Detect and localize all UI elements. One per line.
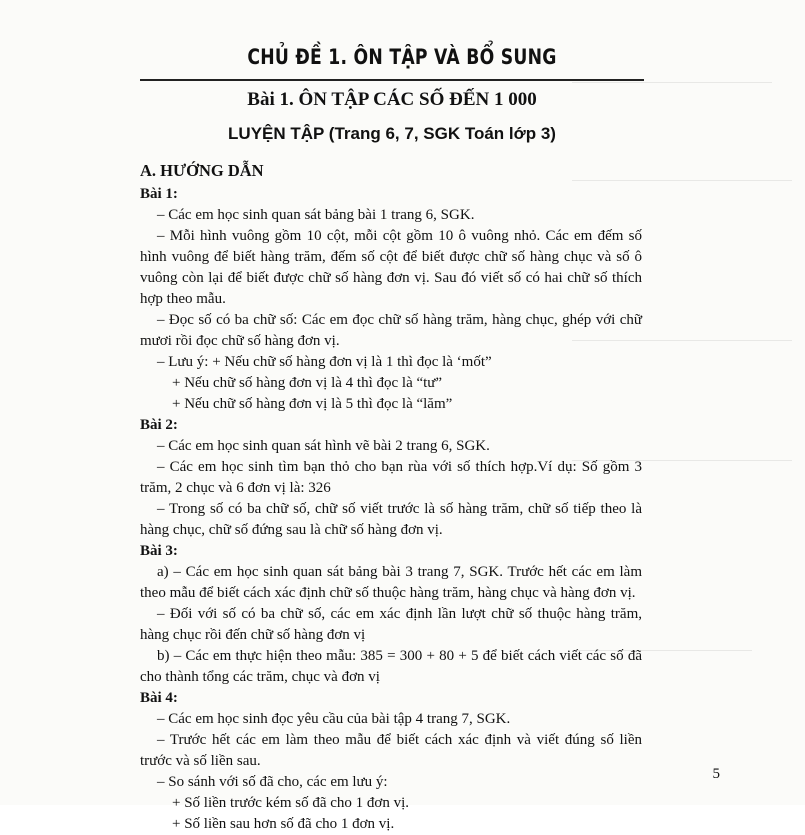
paragraph: – Trong số có ba chữ số, chữ số viết trước là số hàng trăm, chữ số tiếp theo là hàng chục, chữ số đứng sau là chữ số hàng đơn vị. [140, 501, 642, 538]
chapter-title: CHỦ ĐỀ 1. ÔN TẬP VÀ BỔ SUNG [247, 45, 557, 69]
paragraph: b) – Các em thực hiện theo mẫu: 385 = 300 + 80 + 5 để biết cách viết các số đã cho thành tổng các trăm, chục và đơn vị [140, 648, 642, 685]
paragraph: – Đọc số có ba chữ số: Các em đọc chữ số hàng trăm, hàng chục, ghép với chữ mươi rồi đọc chữ số hàng đơn vị. [140, 312, 642, 349]
paragraph: a) – Các em học sinh quan sát bảng bài 3 trang 7, SGK. Trước hết các em làm theo mẫu để biết cách xác định chữ số thuộc hàng trăm, hàng chục và hàng đơn vị. [140, 564, 642, 601]
paragraph: – Các em học sinh đọc yêu cầu của bài tập 4 trang 7, SGK. [157, 711, 511, 727]
paragraph: – Mỗi hình vuông gồm 10 cột, mỗi cột gồm 10 ô vuông nhỏ. Các em đếm số hình vuông để biết hàng trăm, đếm số cột để biết được chữ số hàng chục và số ô vuông còn lại để biết được chữ số hàng đơn vị. Sau đó viết số có hai chữ số thích hợp theo mẫu. [140, 228, 642, 307]
exercise-heading: Bài 1: [140, 186, 178, 202]
exercise-heading: Bài 2: [140, 417, 178, 433]
note-item: + Nếu chữ số hàng đơn vị là 5 thì đọc là “lăm” [172, 396, 453, 412]
note-item: + Số liền sau hơn số đã cho 1 đơn vị. [172, 816, 395, 832]
paragraph: – Các em học sinh tìm bạn thỏ cho bạn rùa với số thích hợp.Ví dụ: Số gồm 3 trăm, 2 chục và 6 đơn vị là: 326 [140, 459, 642, 496]
exercise-guide [140, 184, 642, 835]
exercise-heading: Bài 4: [140, 690, 178, 706]
practice-title: LUYỆN TẬP (Trang 6, 7, SGK Toán lớp 3) [228, 124, 556, 143]
paragraph: – Đối với số có ba chữ số, các em xác định lần lượt chữ số thuộc hàng trăm, hàng chục rồi đến chữ số hàng đơn vị [140, 606, 642, 643]
title-underline [140, 79, 644, 81]
paragraph: – Trước hết các em làm theo mẫu để biết cách xác định và viết đúng số liền trước và số liền sau. [140, 732, 642, 769]
note-item: + Nếu chữ số hàng đơn vị là 4 thì đọc là “tư” [172, 375, 443, 391]
paragraph: – Các em học sinh quan sát bảng bài 1 trang 6, SGK. [157, 207, 475, 223]
note-intro: – Lưu ý: + Nếu chữ số hàng đơn vị là 1 thì đọc là ‘mốt” [157, 354, 492, 370]
lesson-title: Bài 1. ÔN TẬP CÁC SỐ ĐẾN 1 000 [247, 89, 537, 110]
section-heading: A. HƯỚNG DẪN [140, 161, 264, 180]
paragraph: – Các em học sinh quan sát hình vẽ bài 2 trang 6, SGK. [157, 438, 490, 454]
note-item: + Số liền trước kém số đã cho 1 đơn vị. [172, 795, 410, 811]
page-number: 5 [712, 766, 720, 782]
paragraph: – So sánh với số đã cho, các em lưu ý: [157, 774, 388, 790]
exercise-heading: Bài 3: [140, 543, 178, 559]
